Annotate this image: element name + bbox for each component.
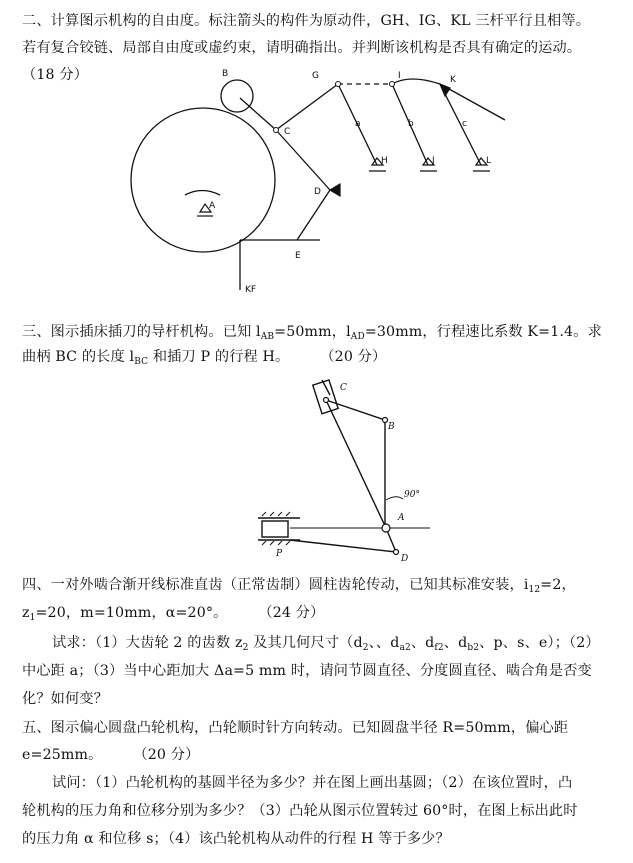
label-90deg: 90° (404, 490, 420, 500)
problem4-score: （24 分） (265, 605, 325, 621)
problem4-line3: 试求：（1）大齿轮 2 的齿数 $z_2$ 及其几何尺寸（$d_2$、、$d_{a2}$、$d_{f2}$、$d_{b2}$、p、s、e）；（2） (52, 635, 600, 653)
label-I: I (398, 71, 401, 81)
mark-b: b (408, 119, 414, 129)
label-L: L (486, 156, 492, 166)
problem2-line1: 二、计算图示机构的自由度。标注箭头的构件为原动件，GH、IG、KL 三杆平行且相等。 (22, 13, 591, 29)
label-A: A (209, 201, 216, 211)
problem4-line4: 中心距 a；（3）当中心距加大 Δa=5 mm 时，请问节圆直径、分度圆直径、啮合角是否变 (22, 663, 592, 679)
label-C-p3: C (340, 383, 347, 393)
label-B: B (222, 69, 229, 79)
problem4-line2: $z_1=20$，m=10mm，α=20°。 （24 分） (22, 605, 325, 623)
problem5-line2: e=25mm。 （20 分） (22, 747, 200, 763)
label-D: D (314, 187, 321, 197)
label-C: C (284, 127, 291, 137)
label-E: E (295, 251, 301, 261)
problem4-line5: 化？如何变？ (22, 691, 109, 707)
label-K: K (450, 75, 456, 85)
mark-a: a (355, 119, 361, 129)
problem5-line3: 试问：（1）凸轮机构的基圆半径为多少？并在图上画出基圆；（2）在该位置时，凸 (52, 775, 573, 791)
problem2-line2: 若有复合铰链、局部自由度或虚约束，请明确指出。并判断该机构是否具有确定的运动。 (22, 40, 582, 56)
label-KF: KF (245, 285, 257, 295)
label-D-p3: D (401, 554, 409, 564)
problem4-line1: 四、一对外啮合渐开线标准直齿（正常齿制）圆柱齿轮传动，已知其标准安装，$i_{12}=2$， (22, 577, 576, 595)
label-H: H (381, 156, 388, 166)
problem3-score: （20 分） (327, 349, 387, 365)
label-G: G (312, 71, 319, 81)
problem5-score: （20 分） (140, 747, 200, 763)
problem5-line5: 的压力角 α 和位移 s；（4）该凸轮机构从动件的行程 H 等于多少？ (22, 831, 450, 847)
problem5-line1: 五、图示偏心圆盘凸轮机构，凸轮顺时针方向转动。已知圆盘半径 R=50mm，偏心距 (22, 720, 569, 736)
label-A-p3: A (398, 513, 405, 523)
problem3-line2: 曲柄 BC 的长度 $l_{BC}$ 和插刀 P 的行程 H。 （20 分） (22, 349, 387, 367)
problem5-line4: 轮机构的压力角和位移分别为多少？（3）凸轮从图示位置转过 60°时，在图上标出此时 (22, 803, 578, 819)
label-B-p3: B (388, 422, 395, 432)
mark-c: c (462, 119, 467, 129)
problem2-score: （18 分） (22, 67, 89, 83)
label-P-p3: P (276, 549, 283, 559)
problem3-line1: 三、图示插床插刀的导杆机构。已知 $l_{AB}=50mm$，$l_{AD}=30mm$，行程速比系数 K=1.4。求 (22, 324, 602, 342)
label-J: J (432, 156, 435, 166)
